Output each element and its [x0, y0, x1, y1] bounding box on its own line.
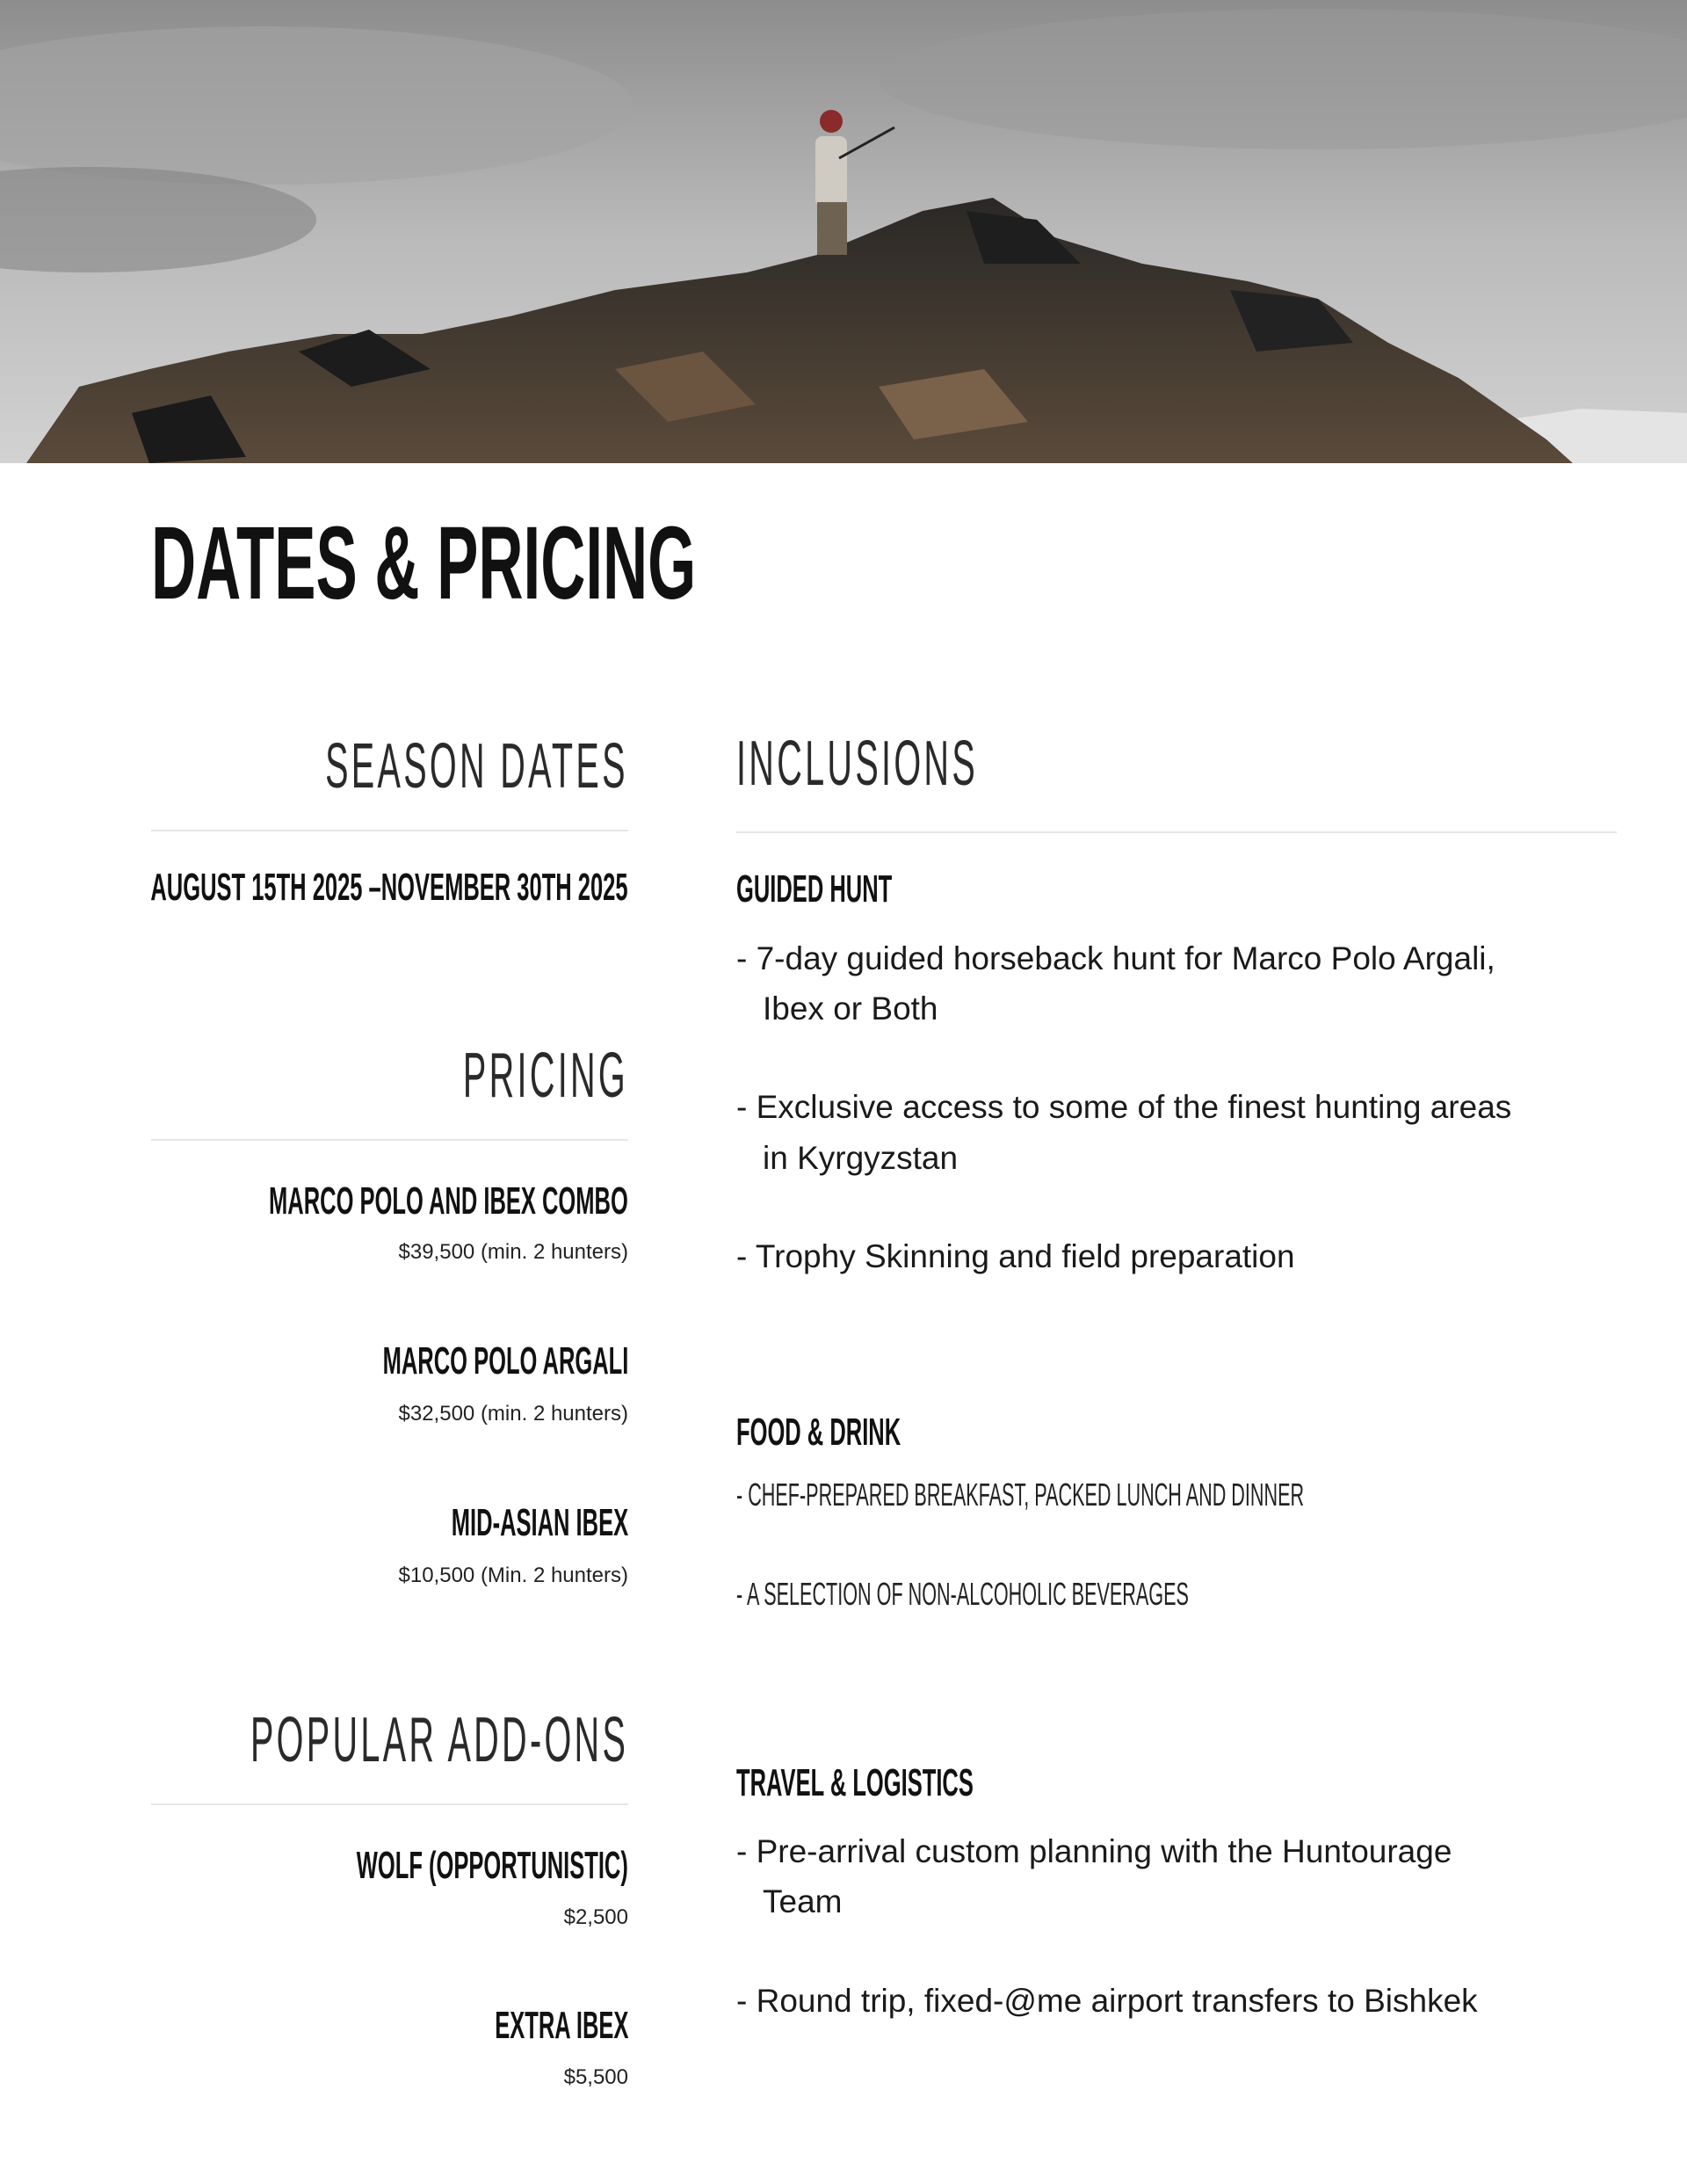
- inclusion-line: - Exclusive access to some of the finest hunting areas: [736, 1089, 1512, 1125]
- inclusion-line: - 7-day guided horseback hunt for Marco Polo Argali,: [736, 940, 1495, 976]
- divider: [736, 831, 1617, 833]
- travel-logistics-title: TRAVEL & LOGISTICS: [736, 1761, 974, 1804]
- addons-heading: POPULAR ADD-ONS: [250, 1705, 628, 1775]
- season-dates-heading: SEASON DATES: [325, 731, 628, 802]
- divider: [151, 1139, 628, 1141]
- inclusion-line: - Trophy Skinning and field preparation: [736, 1238, 1295, 1274]
- divider: [151, 1803, 628, 1805]
- page-title: DATES & PRICING: [151, 505, 697, 621]
- hero-photo-hunter-on-rocks: [0, 0, 1687, 463]
- addon-item-price: $2,500: [563, 1905, 628, 1929]
- pricing-heading: PRICING: [462, 1041, 628, 1111]
- pricing-item-name: MARCO POLO ARGALI: [382, 1339, 628, 1382]
- food-drink-title: FOOD & DRINK: [736, 1411, 901, 1454]
- guided-hunt-title: GUIDED HUNT: [736, 867, 893, 911]
- inclusion-line: Team: [763, 1883, 843, 1919]
- addon-item-price: $5,500: [563, 2065, 628, 2089]
- pricing-item-name: MARCO POLO AND IBEX COMBO: [269, 1179, 628, 1223]
- inclusion-line: in Kyrgyzstan: [763, 1140, 959, 1176]
- inclusion-line: - Round trip, fixed-@me airport transfers to Bishkek: [736, 1983, 1478, 2019]
- pricing-item-name: MID-ASIAN IBEX: [451, 1501, 628, 1544]
- inclusions-heading: INCLUSIONS: [736, 729, 979, 799]
- pricing-item-price: $39,500 (min. 2 hunters): [398, 1240, 628, 1264]
- inclusion-line: - CHEF-PREPARED BREAKFAST, PACKED LUNCH AND DINNER: [736, 1477, 1305, 1513]
- inclusion-line: - A SELECTION OF NON-ALCOHOLIC BEVERAGES: [736, 1576, 1189, 1612]
- inclusion-line: - Pre-arrival custom planning with the Huntourage: [736, 1833, 1452, 1869]
- pricing-item-price: $10,500 (Min. 2 hunters): [398, 1564, 628, 1587]
- addon-item-name: EXTRA IBEX: [494, 2004, 628, 2047]
- addon-item-name: WOLF (OPPORTUNISTIC): [356, 1844, 628, 1887]
- season-dates-value: AUGUST 15TH 2025 –NOVEMBER 30TH 2025: [150, 866, 628, 909]
- inclusion-line: Ibex or Both: [763, 990, 938, 1027]
- pricing-item-price: $32,500 (min. 2 hunters): [398, 1402, 628, 1426]
- divider: [151, 830, 628, 831]
